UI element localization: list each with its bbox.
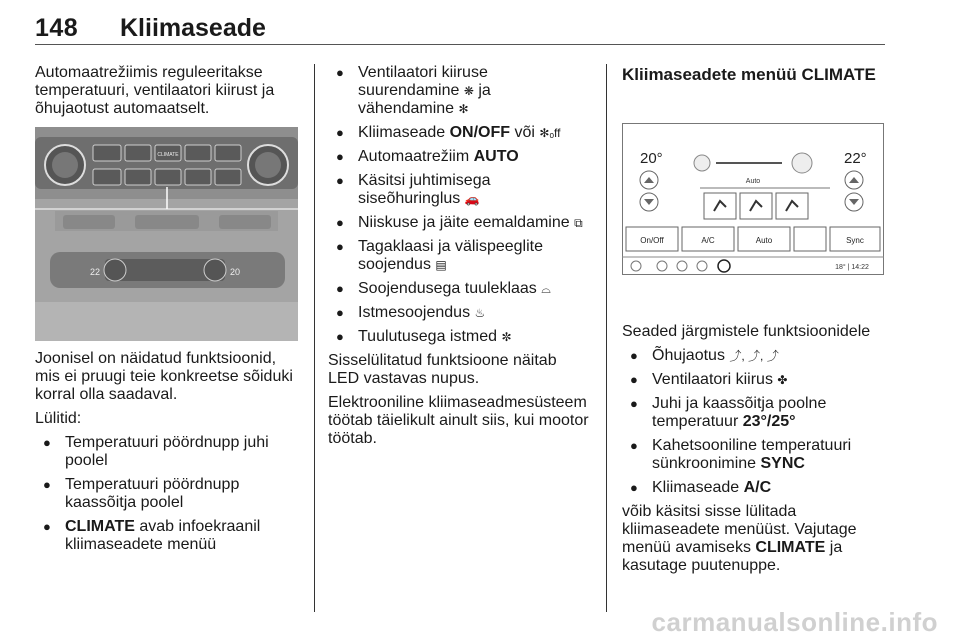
paragraph: Sisselülitatud funktsioone näitab LED vastavas nupus. [328,352,557,387]
climate-control-panel-photo [35,127,298,341]
page-header [35,8,885,45]
screen-sync-label: Sync [846,236,864,245]
column-divider [606,64,607,612]
panel-left-temp: 22 [89,267,101,277]
screen-status: 18° | 14:22 [835,264,869,271]
column-right [622,323,884,575]
screen-recirc-button[interactable] [794,227,826,251]
list-item: ● Kliimaseade A/C [622,479,884,497]
list-item: ● Temperatuuri pöördnupp juhi poolel [35,434,303,470]
list-item: ● Soojendusega tuuleklaas ⌓ [328,280,590,298]
fan-icon: ✤ [777,373,788,387]
list-item: ● Ventilaatori kiirus ✤ [622,371,884,389]
fan-off-icon: ✻ₒff [539,126,561,140]
column-left [35,64,303,118]
paragraph: võib käsitsi sisse lülitada kliimaseadete menüüst. Vajutage menüü avamiseks CLIMATE ja kasutage puutenuppe. [622,503,857,574]
screen-ac-label: A/C [701,236,715,245]
screen-left-temp: 20° [640,150,663,167]
column-right-heading [622,66,884,84]
caption-text: Joonisel on näidatud funktsioonid, mis ei pruugi teie konkreetse sõiduki korral olla saadaval. [35,350,293,403]
list-item: ● Juhi ja kaassõitja poolne temperatuur 23°/25° [622,395,884,431]
page-title: Kliimaseade [120,14,266,42]
air-distribution-icon: ⤴, ⤴, ⤴ [729,349,779,363]
list-item: ● Temperatuuri pöördnupp kaassõitja poolel [35,476,303,512]
list-item: ● Niiskuse ja jäite eemaldamine ⧉ [328,214,590,232]
seat-ventilation-icon: ✼ [501,330,512,344]
list-item: ● CLIMATE avab infoekraanil kliimaseadete menüü [35,518,303,554]
climate-menu-screen [622,123,884,275]
list-item: ● Tuulutusega istmed ✼ [328,328,590,346]
list-item: ● Õhujaotus ⤴, ⤴, ⤴ [622,347,884,365]
screen-onoff-label: On/Off [640,236,664,245]
recirculation-icon: 🚗 [464,192,480,206]
page-number: 148 [35,14,79,42]
screen-air-dist-button[interactable] [740,193,772,219]
panel-right-temp: 20 [229,267,241,277]
watermark: carmanualsonline.info [651,607,938,637]
screen-auto-label: Auto [745,178,761,185]
defog-icon: ⧉ [574,216,583,230]
list-item: ● Tagaklaasi ja välispeeglite soojendus ▤ [328,238,590,274]
column-divider [314,64,315,612]
list-item: ● Kliimaseade ON/OFF või ✻ₒff [328,124,590,142]
screen-air-dist-button[interactable] [704,193,736,219]
screen-air-dist-button[interactable] [776,193,808,219]
climate-bold: CLIMATE [65,518,135,535]
column-middle [328,64,590,448]
fan-down-icon: ✻ [458,102,469,116]
column-left-lower [35,350,303,554]
list-item: ● Istmesoojendus ♨ [328,304,590,322]
seat-heat-icon: ♨ [474,306,486,320]
paragraph: Elektrooniline kliimaseadmesüsteem töötab täielikult ainult siis, kui mootor töötab. [328,394,589,447]
switches-label: Lülitid: [35,410,82,427]
section-heading: Kliimaseadete menüü CLIMATE [622,65,876,84]
intro-text: Seaded järgmistele funktsioonidele [622,323,871,340]
screen-right-temp: 22° [844,150,867,167]
fan-up-icon: ❋ [463,84,474,98]
screen-auto-btn-label: Auto [755,236,773,245]
list-item: ● Käsitsi juhtimisega siseõhuringlus 🚗 [328,172,590,208]
list-item: ● Ventilaatori kiiruse suurendamine ❋ ja vähendamine ✻ [328,64,590,118]
rear-window-heat-icon: ▤ [435,258,447,272]
windscreen-heat-icon: ⌓ [541,282,551,296]
intro-text: Automaatrežiimis reguleeritakse temperatuuri, ventilaatori kiirust ja õhujaotust automaatselt. [35,64,275,117]
panel-climate-label: CLIMATE [157,152,179,158]
list-item: ● Kahetsooniline temperatuuri sünkroonimine SYNC [622,437,884,473]
list-item: ● Automaatrežiim AUTO [328,148,590,166]
